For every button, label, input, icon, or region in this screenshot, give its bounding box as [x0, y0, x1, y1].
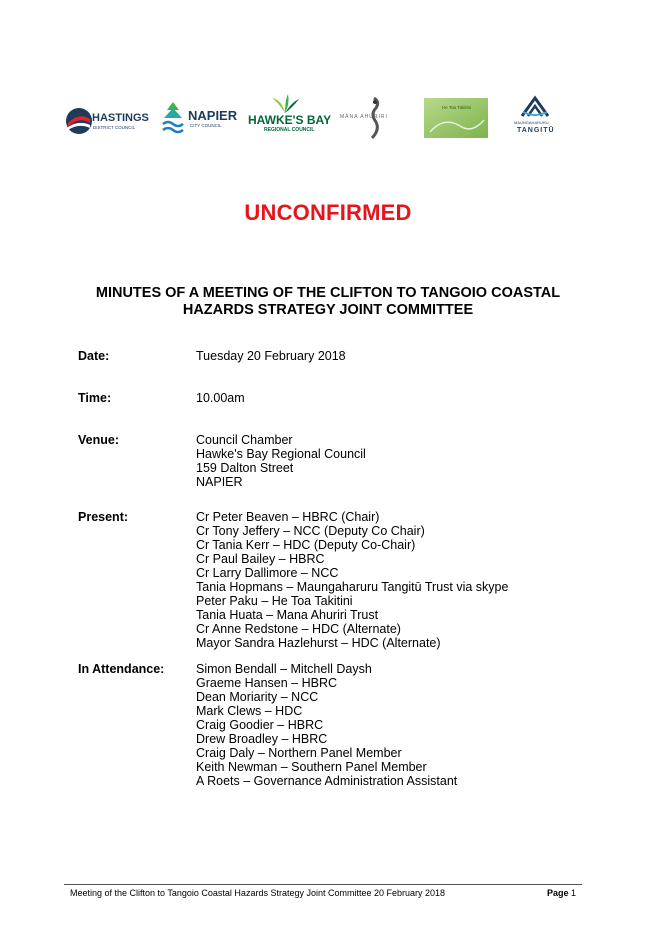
present-list: [196, 510, 508, 650]
present-label: Present:: [78, 510, 129, 524]
attendance-label: In Attendance:: [78, 662, 165, 676]
document-title-line1: MINUTES OF A MEETING OF THE CLIFTON TO TANGOIO COASTAL: [95, 285, 561, 301]
present-member: Peter Paku – He Toa Takitini: [196, 594, 353, 608]
tangitu-mountain-icon: [520, 94, 550, 118]
minutes-status: UNCONFIRMED: [244, 200, 412, 225]
attendee: Craig Goodier – HBRC: [196, 718, 324, 732]
present-member: Cr Tony Jeffery – NCC (Deputy Co Chair): [196, 524, 425, 538]
venue-label: Venue:: [78, 433, 119, 447]
present-member: Mayor Sandra Hazlehurst – HDC (Alternate): [196, 636, 441, 650]
attendee: Graeme Hansen – HBRC: [196, 676, 338, 690]
footer-text: Meeting of the Clifton to Tangoio Coastal Hazards Strategy Joint Committee 20 February 2018: [70, 888, 446, 898]
mana-ahuriri-logo: [340, 92, 402, 144]
venue-line: Hawke's Bay Regional Council: [196, 447, 366, 461]
venue-line: 159 Dalton Street: [196, 461, 294, 475]
tangitu-logo-text: TANGITŪ: [517, 127, 555, 134]
time-label: Time:: [78, 391, 112, 405]
hawkes-bay-logo-subtext: REGIONAL COUNCIL: [264, 127, 315, 133]
footer-page-number: [547, 888, 576, 898]
he-toa-takitini-emblem-icon: [424, 98, 488, 138]
attendee: Mark Clews – HDC: [196, 704, 303, 718]
attendee: Drew Broadley – HBRC: [196, 732, 328, 746]
hastings-logo-text: HASTINGS: [92, 112, 149, 124]
hastings-logo-subtext: DISTRICT COUNCIL: [93, 125, 136, 130]
hawkes-bay-logo: [246, 92, 330, 144]
he-toa-takitini-logo: [424, 92, 488, 144]
napier-logo-text: NAPIER: [188, 108, 238, 123]
date-label: Date:: [78, 349, 110, 363]
document-title-line2: HAZARDS STRATEGY JOINT COMMITTEE: [182, 302, 474, 318]
hawkes-bay-logo-text: HAWKE'S BAY: [248, 113, 332, 127]
present-member: Cr Paul Bailey – HBRC: [196, 552, 325, 566]
napier-logo: [160, 92, 240, 144]
venue-line: Council Chamber: [196, 433, 293, 447]
hawkes-bay-leaf-icon: [268, 94, 302, 114]
mana-ahuriri-logo-text: MANA AHURIRI: [340, 114, 388, 120]
present-member: Tania Hopmans – Maungaharuru Tangitū Trust via skype: [196, 580, 509, 594]
present-member: Cr Larry Dallimore – NCC: [196, 566, 339, 580]
document-title: [40, 285, 616, 319]
footer-page-value: 1: [570, 888, 576, 898]
tangitu-logo: [508, 92, 564, 144]
present-member: Cr Anne Redstone – HDC (Alternate): [196, 622, 401, 636]
hastings-logo: [60, 92, 152, 144]
venue-value: [196, 433, 366, 489]
present-member: Cr Peter Beaven – HBRC (Chair): [196, 510, 380, 524]
tangitu-logo-subtext: MAUNGAHARURU: [514, 120, 549, 125]
attendee: A Roets – Governance Administration Assistant: [196, 774, 458, 788]
footer-page-label: Page: [546, 888, 569, 898]
attendee: Keith Newman – Southern Panel Member: [196, 760, 427, 774]
present-member: Tania Huata – Mana Ahuriri Trust: [196, 608, 379, 622]
attendee: Craig Daly – Northern Panel Member: [196, 746, 402, 760]
time-value: 10.00am: [196, 391, 245, 405]
attendance-list: [196, 662, 457, 788]
he-toa-takitini-logo-text: He Toa Takitini: [442, 105, 472, 110]
present-member: Cr Tania Kerr – HDC (Deputy Co-Chair): [196, 538, 416, 552]
venue-line: NAPIER: [196, 475, 243, 489]
date-value: Tuesday 20 February 2018: [196, 349, 346, 363]
napier-fern-icon: [160, 100, 186, 134]
council-logos: [60, 92, 560, 144]
attendee: Simon Bendall – Mitchell Daysh: [196, 662, 372, 676]
attendee: Dean Moriarity – NCC: [196, 690, 319, 704]
napier-logo-subtext: CITY COUNCIL: [190, 123, 222, 128]
hastings-emblem-icon: [64, 106, 94, 136]
footer-divider: [64, 884, 582, 885]
